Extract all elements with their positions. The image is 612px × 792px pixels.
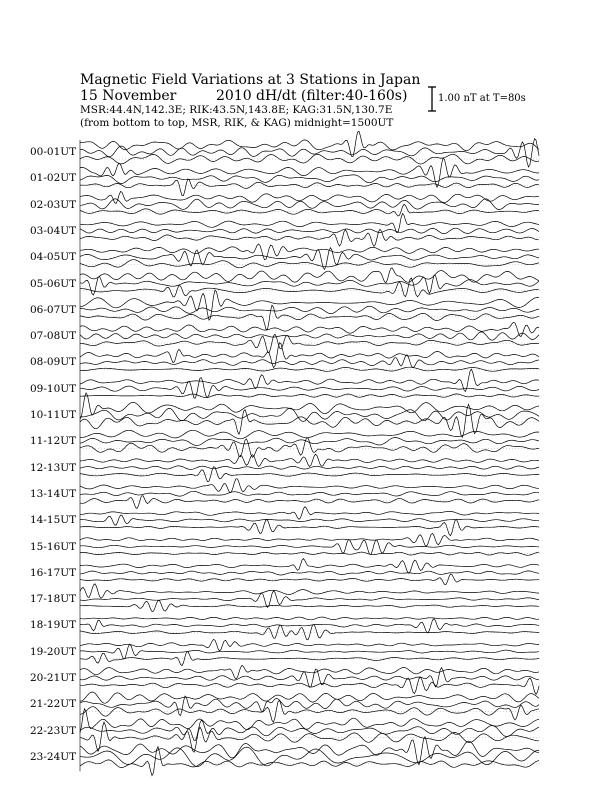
trace-rik-21-22ut xyxy=(80,696,539,716)
hour-label: 04-05UT xyxy=(30,251,77,264)
trace-kag-15-16ut xyxy=(80,533,539,546)
hour-label: 13-14UT xyxy=(30,487,77,500)
scale-bar-label: 1.00 nT at T=80s xyxy=(438,93,526,104)
trace-kag-07-08ut xyxy=(80,322,539,336)
hour-label: 17-18UT xyxy=(30,593,77,606)
hour-label: 08-09UT xyxy=(30,356,77,369)
trace-kag-00-01ut xyxy=(80,131,539,156)
trace-kag-16-17ut xyxy=(80,559,539,574)
trace-msr-12-13ut xyxy=(80,467,539,482)
trace-msr-14-15ut xyxy=(80,520,539,536)
trace-msr-18-19ut xyxy=(80,624,539,640)
trace-kag-19-20ut xyxy=(80,639,539,651)
trace-kag-18-19ut xyxy=(80,617,539,620)
hour-label: 06-07UT xyxy=(30,303,77,316)
hour-label: 12-13UT xyxy=(30,461,77,474)
trace-msr-06-07ut xyxy=(80,305,539,329)
trace-rik-15-16ut xyxy=(80,539,539,554)
trace-kag-23-24ut xyxy=(80,737,539,765)
hour-label: 00-01UT xyxy=(30,146,77,158)
hour-label: 02-03UT xyxy=(30,198,77,211)
hour-label: 21-22UT xyxy=(30,698,77,711)
hour-label: 03-04UT xyxy=(30,224,77,237)
station-coordinates: MSR:44.4N,142.3E; RIK:43.5N,143.8E; KAG:31.5N,130.7E xyxy=(80,104,393,116)
trace-msr-02-03ut xyxy=(80,204,539,216)
trace-rik-14-15ut xyxy=(80,515,539,525)
quantity-filter-label: dH/dt (filter:40-160s) xyxy=(256,88,408,104)
hour-label: 19-20UT xyxy=(30,645,77,658)
trace-kag-17-18ut xyxy=(80,584,539,599)
trace-kag-11-12ut xyxy=(80,430,539,439)
trace-rik-05-06ut xyxy=(80,275,539,295)
trace-kag-14-15ut xyxy=(80,507,539,520)
hour-label: 05-06UT xyxy=(30,277,77,290)
trace-rik-01-02ut xyxy=(80,175,539,184)
trace-kag-21-22ut xyxy=(80,692,539,703)
hour-label: 10-11UT xyxy=(30,409,77,421)
hour-label: 15-16UT xyxy=(30,540,77,553)
trace-msr-16-17ut xyxy=(80,574,539,584)
trace-rik-18-19ut xyxy=(80,619,539,633)
trace-kag-05-06ut xyxy=(80,268,539,283)
trace-msr-20-21ut xyxy=(80,677,539,694)
trace-kag-06-07ut xyxy=(80,290,539,320)
hour-label: 22-23UT xyxy=(30,724,77,737)
trace-rik-03-04ut xyxy=(80,228,539,233)
trace-kag-12-13ut xyxy=(80,454,539,466)
hour-label: 14-15UT xyxy=(30,514,77,527)
hour-label: 23-24UT xyxy=(30,750,77,763)
trace-rik-02-03ut xyxy=(80,199,539,210)
hour-label: 18-19UT xyxy=(30,619,77,632)
trace-msr-04-05ut xyxy=(80,260,539,268)
trace-kag-03-04ut xyxy=(80,214,539,233)
hour-label: 01-02UT xyxy=(30,172,77,185)
trace-msr-15-16ut xyxy=(80,552,539,555)
trace-msr-05-06ut xyxy=(80,278,539,297)
trace-kag-13-14ut xyxy=(80,479,539,493)
chart-title: Magnetic Field Variations at 3 Stations in Japan xyxy=(80,72,421,88)
trace-kag-20-21ut xyxy=(80,665,539,679)
trace-kag-22-23ut xyxy=(80,709,539,733)
trace-kag-02-03ut xyxy=(80,192,539,204)
chart-date: 15 November xyxy=(80,88,177,104)
trace-rik-07-08ut xyxy=(80,332,539,340)
trace-msr-13-14ut xyxy=(80,496,539,509)
trace-msr-22-23ut xyxy=(80,722,539,752)
trace-kag-01-02ut xyxy=(80,158,539,187)
trace-rik-13-14ut xyxy=(80,491,539,496)
hour-label: 07-08UT xyxy=(30,330,77,343)
chart-year: 2010 xyxy=(216,88,252,104)
hour-label: 20-21UT xyxy=(30,672,77,684)
trace-order-note: (from bottom to top, MSR, RIK, & KAG) midnight=1500UT xyxy=(80,117,394,129)
hour-label: 11-12UT xyxy=(30,435,77,448)
trace-rik-16-17ut xyxy=(80,571,539,575)
trace-rik-08-09ut xyxy=(80,355,539,368)
trace-rik-19-20ut xyxy=(80,644,539,659)
trace-msr-11-12ut xyxy=(80,438,539,457)
hour-label: 16-17UT xyxy=(30,566,77,579)
trace-rik-06-07ut xyxy=(80,306,539,313)
trace-msr-17-18ut xyxy=(80,600,539,611)
hour-label: 09-10UT xyxy=(30,382,77,395)
trace-msr-01-02ut xyxy=(80,179,539,196)
